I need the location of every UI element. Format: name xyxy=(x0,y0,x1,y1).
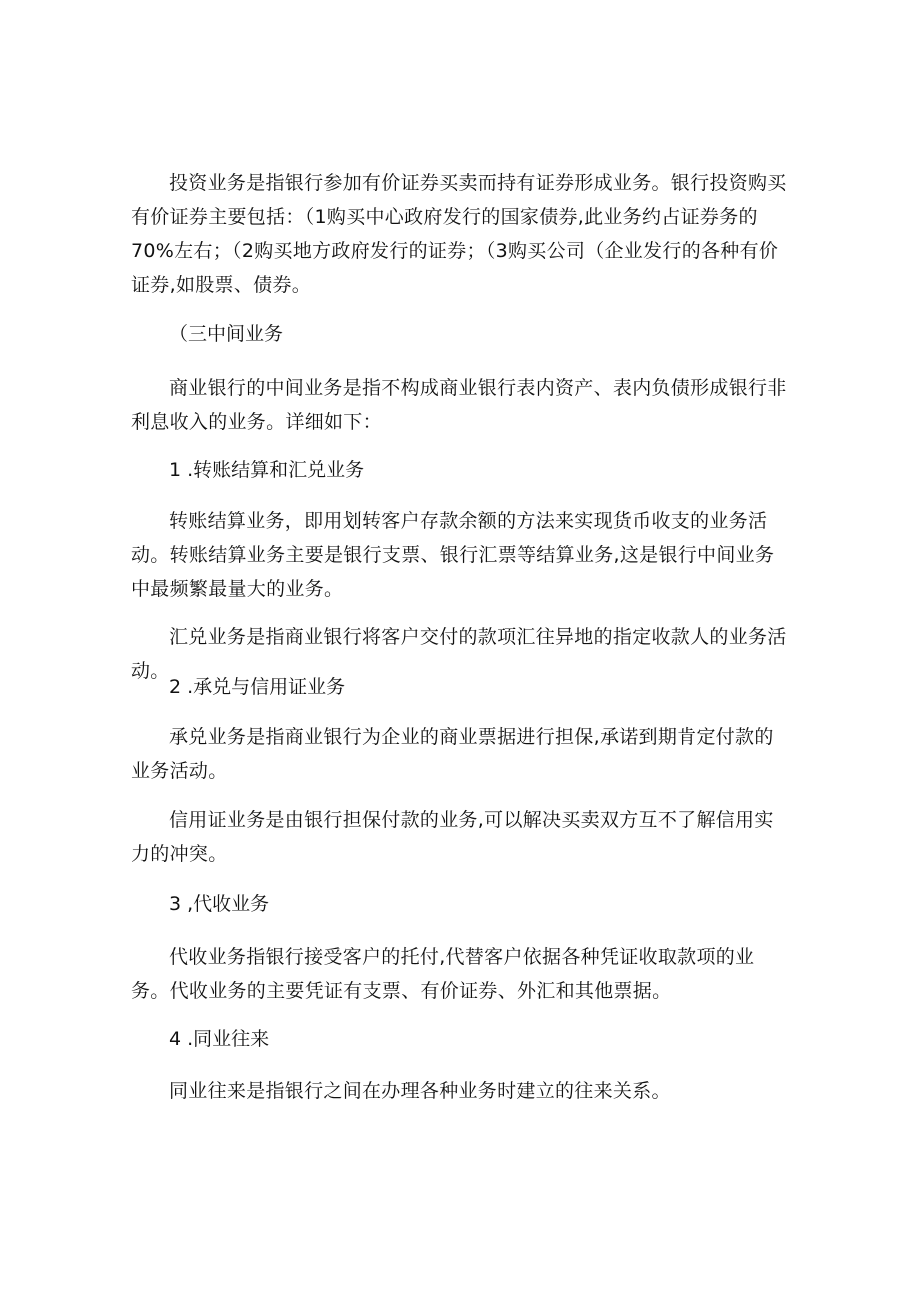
paragraph-transfer-settlement: 转账结算业务，即用划转客户存款余额的方法来实现货币收支的业务活动。转账结算业务主要是银行支票、银行汇票等结算业务,这是银行中间业务中最频繁最量大的业务。 xyxy=(131,510,775,600)
paragraph-acceptance: 承兑业务是指商业银行为企业的商业票据进行担保,承诺到期肯定付款的业务活动。 xyxy=(131,726,774,782)
heading-acceptance-letter-of-credit: 2 .承兑与信用证业务 xyxy=(169,676,346,698)
heading-transfer-settlement: 1 .转账结算和汇兑业务 xyxy=(169,459,365,481)
section-heading-intermediary-business: （三中间业务 xyxy=(169,323,284,345)
paragraph-interbank-dealings: 同业往来是指银行之间在办理各种业务时建立的往来关系。 xyxy=(169,1080,671,1102)
paragraph-letter-of-credit: 信用证业务是由银行担保付款的业务,可以解决买卖双方互不了解信用实力的冲突。 xyxy=(131,809,774,865)
heading-interbank-dealings: 4 .同业往来 xyxy=(169,1028,270,1050)
paragraph-intermediary-business-definition: 商业银行的中间业务是指不构成商业银行表内资产、表内负债形成银行非利息收入的业务。详细如下： xyxy=(131,377,787,433)
paragraph-collection-business: 代收业务指银行接受客户的托付,代替客户依据各种凭证收取款项的业务。代收业务的主要凭证有支票、有价证券、外汇和其他票据。 xyxy=(131,946,755,1002)
heading-collection-business: 3 ,代收业务 xyxy=(169,893,270,915)
paragraph-investment-business: 投资业务是指银行参加有价证券买卖而持有证券形成业务。银行投资购买有价证券主要包括：（1购买中心政府发行的国家债券,此业务约占证券务的70%左右；（2购买地方政府发行的证券；（3购买公司（企业发行的各种有价证券,如股票、债券。 xyxy=(131,172,787,296)
paragraph-remittance: 汇兑业务是指商业银行将客户交付的款项汇往异地的指定收款人的业务活动。 xyxy=(131,626,787,682)
